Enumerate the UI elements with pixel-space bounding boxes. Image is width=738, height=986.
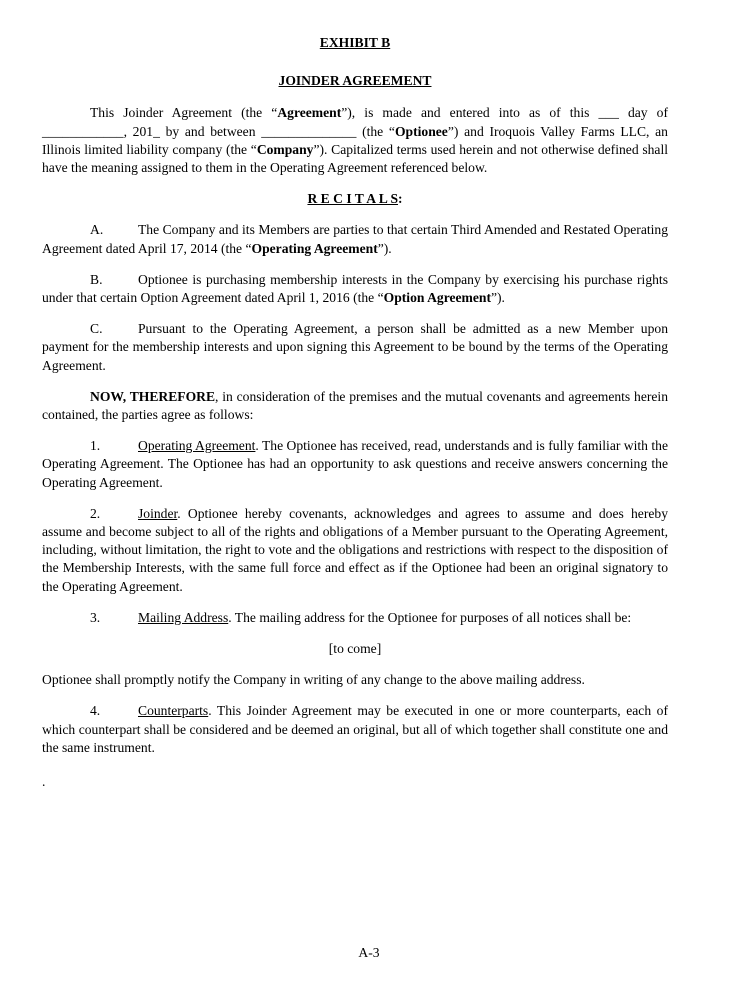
text-run: Agreement [277,105,342,121]
text-run: ”), is made and entered into as of this ___ day of ____________, 201_ by and between ______________ (the “ [42,105,669,139]
recital-c-paragraph [42,320,668,375]
list-marker: B. [90,271,103,287]
item-4-counterparts-paragraph [42,702,668,757]
list-marker: A. [90,222,104,238]
text-run: Optionee is purchasing membership interests in the Company by exercising his purchase rights under that certain Option Agreement dated April 1, 2016 (the “ [42,271,668,306]
list-marker: 3. [90,609,101,625]
agreement-title-heading [42,72,668,90]
text-run: Pursuant to the Operating Agreement, a person shall be admitted as a new Member upon payment for the membership interests and upon signing this Agreement to be bound by the terms of the Operating Agreement. [42,321,668,373]
text-run: Operating Agreement [138,438,256,454]
text-run: NOW, THEREFORE [90,388,216,404]
intro-paragraph [42,104,668,177]
text-run: . The Optionee has received, read, understands and is fully familiar with the Operating Agreement. The Optionee has had an opportunity to ask questions and receive answers concerning the Operating Agreement. [42,438,668,490]
page-number: A-3 [358,944,380,960]
recital-b-paragraph [42,271,668,307]
item-2-joinder-paragraph [42,505,668,596]
text-run: The Company and its Members are parties to that certain Third Amended and Restated Operating Agreement dated April 17, 2014 (the “ [42,222,668,256]
list-marker: 1. [90,438,101,454]
exhibit-heading-text: EXHIBIT B [319,35,391,50]
list-marker: 2. [90,505,101,521]
exhibit-heading [42,34,668,52]
text-run: : [398,191,403,207]
now-therefore-paragraph [42,388,668,424]
text-run: ”). [377,240,392,256]
text-run: . Optionee hereby covenants, acknowledges and agrees to assume and does hereby assume and become subject to all of the rights and obligations of a Member pursuant to the Operating Agreement, including, without limitation, the right to vote and the obligations and restrictions with respect to the disposition of the Membership Interests, with the same full force and effect as if the Optionee had been an original signatory to the Operating Agreement. [42,505,668,594]
text-run: Mailing Address [138,609,229,625]
text-run: . This Joinder Agreement may be executed in one or more counterparts, each of which counterpart shall be considered and be deemed an original, but all of which together shall constitute one and the same instrument. [42,703,668,755]
recital-a-paragraph [42,221,668,257]
text-run: ”) and Iroquois Valley Farms LLC, an Illinois limited liability company (the “ [42,123,668,157]
text-run: Optionee shall promptly notify the Company in writing of any change to the above mailing address. [42,672,585,688]
notice-paragraph [42,671,668,689]
item-3-mailing-address-paragraph [42,609,668,627]
stray-period: . [42,774,46,790]
text-run: Joinder [138,505,178,521]
text-run: Option Agreement [383,290,491,306]
text-run: This Joinder Agreement (the “ [90,105,278,121]
recitals-heading [42,190,668,208]
text-run: Counterparts [138,703,209,719]
item-1-operating-agreement-paragraph [42,437,668,492]
text-run: , in consideration of the premises and the mutual covenants and agreements herein contained, the parties agree as follows: [42,388,668,423]
text-run: ”). [491,290,505,306]
text-run: R E C I T A L S [307,191,399,207]
list-marker: C. [90,321,103,337]
text-run: . The mailing address for the Optionee for purposes of all notices shall be: [228,609,632,625]
text-run: Operating Agreement [251,240,378,256]
list-marker: 4. [90,703,101,719]
text-run: ”). Capitalized terms used herein and not otherwise defined shall have the meaning assigned to them in the Operating Agreement referenced below. [42,141,668,176]
text-run: Optionee [394,123,448,139]
text-run: Company [256,141,314,157]
to-come-placeholder: [to come] [328,641,382,657]
agreement-title-text: JOINDER AGREEMENT [278,73,432,89]
